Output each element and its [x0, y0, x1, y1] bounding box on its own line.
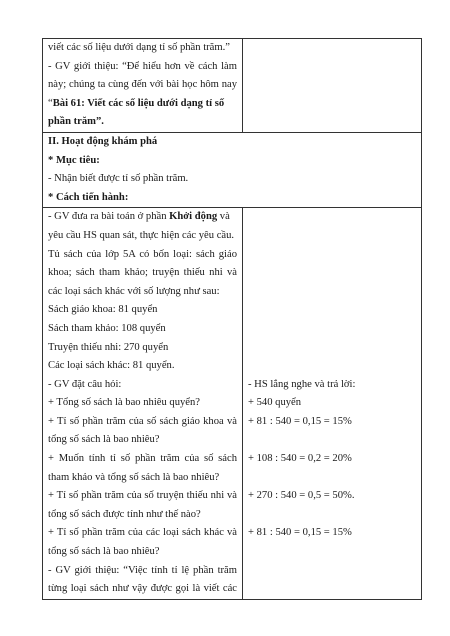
section-cell: [43, 132, 422, 207]
text-line: Sách giáo khoa: 81 quyển: [48, 304, 158, 316]
text-line: Các loại sách khác: 81 quyển.: [48, 360, 175, 372]
intro-line: [48, 208, 237, 227]
text-line: - GV giới thiệu: “Việc tính tỉ lệ phần trăm: [48, 564, 237, 576]
document-page: [42, 38, 410, 600]
text-line: khoa; sách tham khảo; truyện thiếu nhi và: [48, 267, 237, 279]
section-heading: II. Hoạt động khám phá: [48, 135, 158, 147]
text-line: - GV đặt câu hỏi:: [48, 378, 122, 390]
text-line: Tủ sách của lớp 5A có bốn loại: sách giáo: [48, 248, 237, 260]
lesson-title-line: [48, 95, 237, 114]
intro-bold-text: Khởi động: [169, 211, 218, 223]
objective-text: - Nhận biết được tỉ số phần trăm.: [48, 173, 189, 185]
text-line: + Tỉ số phần trăm của các loại sách khác và: [48, 527, 237, 539]
answer-line: + 108 : 540 = 0,2 = 20%: [248, 453, 352, 465]
procedure-label: * Cách tiến hành:: [48, 191, 129, 203]
text-line: + Tỉ số phần trăm của số sách giáo khoa và: [48, 415, 237, 427]
text-line: tổng số sách là bao nhiêu?: [48, 434, 160, 446]
answer-line: + 81 : 540 = 0,15 = 15%: [248, 415, 352, 427]
text-line: Sách tham khảo: 108 quyển: [48, 322, 166, 334]
teacher-activity-cell: [43, 208, 243, 599]
table-row-section-heading: [43, 132, 422, 207]
text-line: từng loại sách như vậy được gọi là viết các: [48, 583, 237, 595]
text-line: tổng số sách là bao nhiêu?: [48, 546, 160, 558]
text-line: - GV giới thiệu: “Để hiểu hơn về cách làm: [48, 60, 237, 72]
text-line: tổng số sách được tính như thế nào?: [48, 508, 201, 520]
objective-label: * Mục tiêu:: [48, 154, 100, 166]
intro-text: - GV đưa ra bài toán ở phần: [48, 211, 170, 223]
quote-mark: “: [48, 97, 53, 109]
lesson-title-end-text: phần trăm”.: [48, 116, 104, 128]
student-activity-cell: [243, 208, 422, 599]
text-line: Truyện thiếu nhi: 270 quyển: [48, 341, 169, 353]
table-row-discovery: [43, 208, 422, 599]
text-line: các loại sách khác với số lượng như sau:: [48, 285, 220, 297]
text-line: + Tổng số sách là bao nhiêu quyển?: [48, 397, 200, 409]
text-line: + Tỉ số phần trăm của số truyện thiếu nhi và: [48, 490, 237, 502]
intro-text-end: và: [217, 211, 230, 223]
lesson-title-end: [48, 113, 237, 132]
lesson-title: Bài 61: Viết các số liệu dưới dạng tỉ số: [52, 97, 225, 109]
lesson-table: [42, 38, 422, 600]
answer-line: + 81 : 540 = 0,15 = 15%: [248, 527, 352, 539]
text-line: yêu cầu HS quan sát, thực hiện các yêu cầu.: [48, 229, 235, 241]
text-line: viết các số liệu dưới dạng tỉ số phần trăm.”: [48, 42, 230, 53]
answer-line: + 540 quyển: [248, 397, 302, 409]
teacher-activity-cell: [43, 39, 243, 133]
text-line: + Muốn tính tỉ số phần trăm của số sách: [48, 453, 237, 465]
text-line: tham khảo và tổng số sách là bao nhiêu?: [48, 471, 220, 483]
answer-line: - HS lắng nghe và trả lời:: [248, 378, 356, 390]
student-activity-cell: [243, 39, 422, 133]
text-line: này; chúng ta cùng đến với bài học hôm nay: [48, 79, 237, 91]
answer-line: + 270 : 540 = 0,5 = 50%.: [248, 490, 355, 502]
table-row-intro: [43, 39, 422, 133]
